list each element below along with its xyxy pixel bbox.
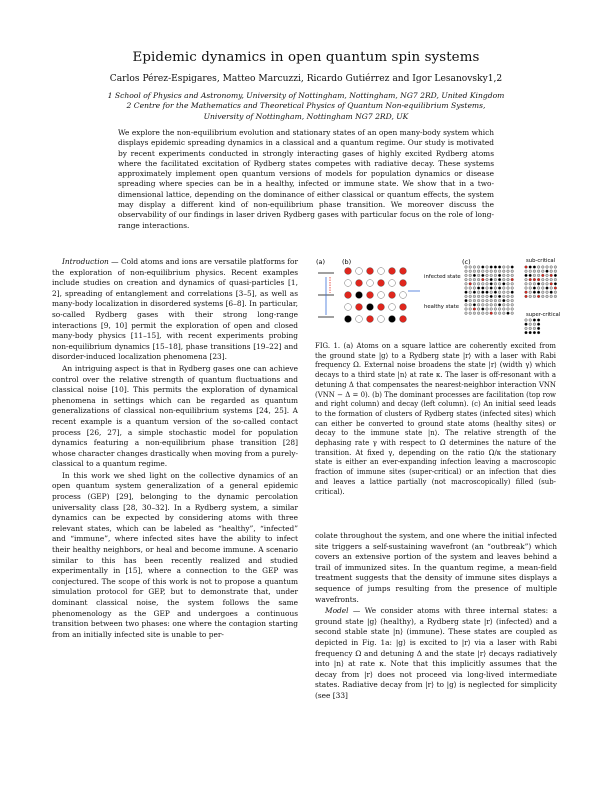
lattice-site — [378, 268, 385, 275]
lattice-site-sub-critical — [503, 270, 506, 273]
lattice-site-sub-critical — [498, 287, 501, 290]
lattice-site-sub-critical — [473, 295, 476, 298]
lattice-site-sub-critical — [533, 295, 536, 298]
lattice-site-super-critical — [525, 323, 528, 326]
lattice-site-sub-critical — [482, 278, 485, 281]
lattice-site-sub-critical — [490, 299, 493, 302]
lattice-site-sub-critical — [537, 287, 540, 290]
lattice-site-sub-critical — [503, 287, 506, 290]
lattice-site-sub-critical — [465, 278, 468, 281]
abstract: We explore the non-equilibrium evolution and stationary states of an open many-body system which displays epidemic spreading dynamics in a classical and a quantum regime. Our study is motivated by recent experiments conducted in strongly interacting gases of highly excited Rydberg atoms where the facilitated excitation of Rydberg states competes with radiative decay. These systems approximately implement open quantum versions of models for population dynamics or disease spreading where species can be in a healthy, infected or immune state. We show that in a two-dimensional lattice, depending on the dominance of either classical or quantum effects, the system may display a different kind of non-equilibrium phase transition. We moreover discuss the observability of our findings in laser driven Rydberg gases with particular focus on the role of long-range interactions. — [118, 128, 494, 230]
lattice-site-sub-critical — [494, 278, 497, 281]
lattice-site-sub-critical — [537, 270, 540, 273]
lattice-site-sub-critical — [533, 278, 536, 281]
lattice-site-sub-critical — [473, 304, 476, 307]
lattice-site-sub-critical — [554, 283, 557, 286]
lattice-site-sub-critical — [482, 287, 485, 290]
lattice-site-sub-critical — [550, 283, 553, 286]
lattice-site-sub-critical — [537, 278, 540, 281]
lattice-site-sub-critical — [486, 270, 489, 273]
lattice-site-sub-critical — [477, 295, 480, 298]
lattice-site-sub-critical — [473, 287, 476, 290]
lattice-site-sub-critical — [477, 274, 480, 277]
lattice-site — [356, 280, 363, 287]
lattice-site-sub-critical — [511, 291, 514, 294]
lattice-site-sub-critical — [507, 278, 510, 281]
lattice-site-super-critical — [537, 331, 540, 334]
lattice-site-sub-critical — [503, 295, 506, 298]
lattice-site-sub-critical — [554, 266, 557, 269]
lattice-site-super-critical — [529, 327, 532, 330]
lattice-site-sub-critical — [469, 278, 472, 281]
lattice-site-sub-critical — [469, 283, 472, 286]
lattice-site-sub-critical — [498, 270, 501, 273]
lattice-site-sub-critical — [529, 274, 532, 277]
lattice-site-sub-critical — [477, 312, 480, 315]
paper-title: Epidemic dynamics in open quantum spin systems — [132, 50, 480, 65]
lattice-site-sub-critical — [498, 278, 501, 281]
lattice-site-sub-critical — [507, 308, 510, 311]
lattice-site-sub-critical — [469, 295, 472, 298]
lattice-site-sub-critical — [498, 291, 501, 294]
lattice-site-sub-critical — [503, 312, 506, 315]
lattice-site-sub-critical — [490, 283, 493, 286]
lattice-site-sub-critical — [473, 274, 476, 277]
panel-label-a: (a) — [316, 258, 326, 266]
paragraph-model — [315, 606, 557, 701]
lattice-site-sub-critical — [486, 312, 489, 315]
lattice-site-sub-critical — [529, 287, 532, 290]
lattice-site — [400, 292, 407, 299]
lattice-site — [345, 292, 352, 299]
lattice-site-sub-critical — [511, 299, 514, 302]
left-column — [52, 257, 298, 640]
lattice-site-sub-critical — [533, 266, 536, 269]
lattice-site-sub-critical — [486, 278, 489, 281]
lattice-site-sub-critical — [511, 308, 514, 311]
lattice-site-sub-critical — [469, 266, 472, 269]
lattice-site-sub-critical — [498, 312, 501, 315]
lattice-site-sub-critical — [465, 291, 468, 294]
lattice-site-sub-critical — [554, 278, 557, 281]
paragraph-introduction — [52, 257, 298, 363]
lattice-site-sub-critical — [554, 291, 557, 294]
lattice-site-sub-critical — [486, 295, 489, 298]
lattice-site — [367, 280, 374, 287]
lattice-site-sub-critical — [473, 283, 476, 286]
lattice-site-sub-critical — [482, 299, 485, 302]
lattice-site-sub-critical — [503, 304, 506, 307]
lattice-site — [378, 316, 385, 323]
lattice-site-super-critical — [529, 331, 532, 334]
lattice-site-super-critical — [525, 327, 528, 330]
lattice-site-sub-critical — [542, 278, 545, 281]
lattice-site-sub-critical — [486, 287, 489, 290]
lattice-site-sub-critical — [507, 266, 510, 269]
lattice-site-sub-critical — [554, 270, 557, 273]
lattice-site-sub-critical — [546, 295, 549, 298]
lattice-site-sub-critical — [486, 304, 489, 307]
lattice-site-sub-critical — [486, 274, 489, 277]
lattice-site-sub-critical — [507, 304, 510, 307]
lattice-site — [400, 268, 407, 275]
lattice-site-sub-critical — [490, 266, 493, 269]
lattice-site-sub-critical — [503, 299, 506, 302]
annotation-sub-critical: sub-critical — [526, 258, 556, 264]
paragraph-text: An intriguing aspect is that in Rydberg gases one can achieve control over the relative strength of quantum fluctuations and classical noise [10]. This permits the exploration of dynamical phenomena in settings which can be regarded as quantum generalizations of classical non-equilibrium systems [24, 25]. A recent example is a quantum version of the so-called contact process [26, 27], a simple stochastic model for population dynamics featuring a non-equilibrium phase transition [28] whose character changes drastically when moving from a purely-classical to a quantum regime. — [52, 363, 298, 469]
lattice-site-sub-critical — [482, 291, 485, 294]
affiliation-1: 1 School of Physics and Astronomy, University of Nottingham, Nottingham, NG7 2RD, United Kingdom — [107, 91, 505, 100]
lattice-site-sub-critical — [465, 287, 468, 290]
lattice-site-sub-critical — [473, 308, 476, 311]
panel-label-c: (c) — [462, 258, 471, 266]
lattice-site-sub-critical — [525, 274, 528, 277]
lattice-site-super-critical — [537, 319, 540, 322]
lattice-site-sub-critical — [494, 274, 497, 277]
lattice-site-sub-critical — [507, 299, 510, 302]
annotation-super-critical: super-critical — [526, 312, 560, 318]
lattice-site — [356, 304, 363, 311]
paragraph — [52, 471, 298, 641]
lattice-site-sub-critical — [477, 266, 480, 269]
lattice-site — [367, 304, 374, 311]
lattice-site-sub-critical — [546, 270, 549, 273]
lattice-site — [345, 304, 352, 311]
lattice-site-sub-critical — [494, 291, 497, 294]
lattice-site-sub-critical — [537, 274, 540, 277]
lattice-site-sub-critical — [486, 299, 489, 302]
lattice-site-sub-critical — [469, 287, 472, 290]
lattice-site-sub-critical — [494, 304, 497, 307]
lattice-site-sub-critical — [469, 274, 472, 277]
lattice-site-sub-critical — [494, 283, 497, 286]
lattice-site-sub-critical — [469, 299, 472, 302]
lattice-site-sub-critical — [542, 270, 545, 273]
panel-label-b: (b) — [342, 258, 352, 266]
lattice-site-sub-critical — [494, 295, 497, 298]
lattice-site-sub-critical — [486, 266, 489, 269]
lattice-site-sub-critical — [550, 278, 553, 281]
lattice-site-sub-critical — [533, 274, 536, 277]
paragraph-text: We consider atoms with three internal states: a ground state |g⟩ (healthy), a Rydberg state |r⟩ (infected) and a second stable state |n⟩ (immune). These states are coupled as depicted in Fig. 1a: |g⟩ is excited to |r⟩ via a laser with Rabi frequency Ω and detuning Δ and the state |r⟩ decays radiatively into |n⟩ at rate κ. Note that this implicitly assumes that the decay from |r⟩ does not proceed via long-lived intermediate states. Radiative decay from |r⟩ to |g⟩ is neglected for simplicity (see [33] — [315, 606, 558, 700]
lattice-site-sub-critical — [537, 283, 540, 286]
lattice-site-sub-critical — [511, 304, 514, 307]
lattice-site — [400, 316, 407, 323]
lattice-grids — [465, 266, 557, 334]
lattice-site — [389, 280, 396, 287]
lattice-site-sub-critical — [465, 266, 468, 269]
figure-1 — [312, 253, 560, 335]
lattice-site-sub-critical — [529, 266, 532, 269]
lattice-site-sub-critical — [511, 287, 514, 290]
lattice-site-sub-critical — [498, 308, 501, 311]
lattice-site-sub-critical — [503, 291, 506, 294]
lattice-site-sub-critical — [465, 283, 468, 286]
lattice-site-sub-critical — [507, 287, 510, 290]
lattice-site-sub-critical — [533, 283, 536, 286]
lattice-site-sub-critical — [533, 287, 536, 290]
lattice-site-sub-critical — [546, 283, 549, 286]
lattice-site-super-critical — [537, 323, 540, 326]
lattice-site — [378, 280, 385, 287]
lattice-site-sub-critical — [503, 274, 506, 277]
author-list: Carlos Pérez-Espigares, Matteo Marcuzzi, Ricardo Gutiérrez and Igor Lesanovsky1,2 — [109, 74, 503, 84]
lattice-site-sub-critical — [525, 287, 528, 290]
lattice-site-sub-critical — [525, 291, 528, 294]
lattice-site-sub-critical — [490, 287, 493, 290]
lattice-site-sub-critical — [546, 274, 549, 277]
lattice-site-sub-critical — [542, 295, 545, 298]
lattice-site-sub-critical — [465, 299, 468, 302]
right-column — [315, 531, 557, 702]
lattice-site — [345, 280, 352, 287]
lattice-site-sub-critical — [465, 295, 468, 298]
lattice-site-sub-critical — [529, 270, 532, 273]
lattice-site-sub-critical — [498, 299, 501, 302]
lattice-site-sub-critical — [550, 295, 553, 298]
lattice-site-sub-critical — [482, 312, 485, 315]
lattice-site — [389, 304, 396, 311]
lattice-site-sub-critical — [482, 295, 485, 298]
lattice-site-sub-critical — [473, 291, 476, 294]
lattice-site-sub-critical — [465, 270, 468, 273]
lattice-site-sub-critical — [529, 283, 532, 286]
section-lead-introduction: Introduction — — [62, 257, 119, 266]
lattice-site-sub-critical — [550, 270, 553, 273]
lattice-site-sub-critical — [511, 266, 514, 269]
lattice-site-sub-critical — [473, 299, 476, 302]
lattice-site-sub-critical — [494, 312, 497, 315]
lattice-site-sub-critical — [511, 295, 514, 298]
lattice-site-sub-critical — [465, 308, 468, 311]
lattice-site-sub-critical — [550, 274, 553, 277]
lattice-site-sub-critical — [511, 270, 514, 273]
lattice-site-sub-critical — [482, 270, 485, 273]
lattice-site-super-critical — [529, 323, 532, 326]
lattice-site-sub-critical — [554, 295, 557, 298]
lattice-site — [389, 292, 396, 299]
paragraph — [52, 364, 298, 470]
lattice-site-sub-critical — [529, 295, 532, 298]
lattice-site-sub-critical — [525, 283, 528, 286]
paragraph-continued — [315, 531, 557, 605]
lattice-site — [345, 316, 352, 323]
lattice-site-super-critical — [533, 319, 536, 322]
lattice-site-sub-critical — [477, 287, 480, 290]
lattice-site-super-critical — [533, 323, 536, 326]
lattice-site-sub-critical — [473, 312, 476, 315]
lattice-site-sub-critical — [494, 287, 497, 290]
affiliations — [70, 91, 542, 122]
lattice-site-super-critical — [525, 331, 528, 334]
lattice-site-sub-critical — [511, 274, 514, 277]
lattice-site-sub-critical — [477, 270, 480, 273]
lattice-site-sub-critical — [486, 291, 489, 294]
lattice-site-sub-critical — [511, 278, 514, 281]
lattice-site-sub-critical — [498, 304, 501, 307]
lattice-site — [378, 292, 385, 299]
lattice-site-sub-critical — [477, 291, 480, 294]
lattice-site-sub-critical — [550, 287, 553, 290]
lattice-site-sub-critical — [465, 304, 468, 307]
lattice-site-sub-critical — [494, 270, 497, 273]
lattice-site-sub-critical — [542, 287, 545, 290]
figure-1-graphic — [312, 253, 560, 335]
lattice-site-sub-critical — [507, 283, 510, 286]
lattice-site-sub-critical — [490, 308, 493, 311]
lattice-site-sub-critical — [542, 283, 545, 286]
lattice-site-sub-critical — [482, 304, 485, 307]
lattice-site-sub-critical — [490, 304, 493, 307]
lattice-site-sub-critical — [507, 312, 510, 315]
annotation-infected-state: infected state — [424, 274, 461, 280]
process-grid — [345, 268, 420, 323]
lattice-site-sub-critical — [490, 291, 493, 294]
lattice-site-sub-critical — [525, 266, 528, 269]
lattice-site-sub-critical — [473, 278, 476, 281]
lattice-site-sub-critical — [469, 312, 472, 315]
lattice-site — [400, 280, 407, 287]
lattice-site-sub-critical — [537, 266, 540, 269]
lattice-site-sub-critical — [490, 274, 493, 277]
lattice-site-sub-critical — [507, 270, 510, 273]
lattice-site — [367, 292, 374, 299]
annotation-healthy-state: healthy state — [424, 304, 460, 310]
lattice-site-sub-critical — [550, 291, 553, 294]
lattice-site-sub-critical — [465, 312, 468, 315]
lattice-site-sub-critical — [511, 283, 514, 286]
paragraph-text: In this work we shed light on the collective dynamics of an open quantum system generalization of a general epidemic process (GEP) [29], belonging to the dynamic percolation universality class [28, 30–32]. In a Rydberg system, a similar dynamics can be expected by considering atoms with three relevant states, which can be labeled as “healthy”, “infected” and “immune”, where infected sites have the ability to infect their healthy neighbors, or heal and become immune. A scenario similar to this has been recently realized and studied experimentally in [15], where a connection to the GEP was conjectured. The scope of this work is not to propose a quantum simulation protocol for GEP, but to demonstrate that, under dominant classical noise, the system follows the same phenomenology as the GEP and undergoes a continuous transition between two phases: one where the contagion starting from an initially infected site is unable to per- — [52, 470, 298, 639]
lattice-site-sub-critical — [473, 270, 476, 273]
lattice-site-sub-critical — [482, 308, 485, 311]
lattice-site-sub-critical — [525, 295, 528, 298]
lattice-site-sub-critical — [494, 299, 497, 302]
lattice-site — [400, 304, 407, 311]
lattice-site-super-critical — [537, 327, 540, 330]
lattice-site-sub-critical — [533, 291, 536, 294]
paragraph-text: Cold atoms and ions are versatile platforms for the exploration of non-equilibrium physics. Recent examples include studies on creation and dynamics of quasi-particles [1, 2], spreading of entanglement and correlations [3–5], as well as many-body localization in disordered systems [6–8]. In particular, so-called Rydberg gases with their strong long-range interactions [9, 10] permit the exploration of open and closed many-body physics [11–15], with recent experiments probing non-equilibrium dynamics [15–18], phase transitions [19–22] and disorder-induced localization phenomena [23]. — [52, 257, 299, 362]
section-lead-model: Model — — [325, 606, 361, 616]
lattice-site-sub-critical — [498, 295, 501, 298]
lattice-site-sub-critical — [473, 266, 476, 269]
lattice-site — [356, 268, 363, 275]
lattice-site — [356, 316, 363, 323]
lattice-site-sub-critical — [469, 304, 472, 307]
lattice-site-sub-critical — [490, 278, 493, 281]
lattice-site-sub-critical — [482, 274, 485, 277]
lattice-site — [356, 292, 363, 299]
lattice-site-sub-critical — [525, 270, 528, 273]
lattice-site-sub-critical — [498, 274, 501, 277]
lattice-site-super-critical — [525, 319, 528, 322]
lattice-site-sub-critical — [529, 278, 532, 281]
lattice-site-sub-critical — [465, 274, 468, 277]
lattice-site-sub-critical — [469, 291, 472, 294]
lattice-site-super-critical — [529, 319, 532, 322]
lattice-site-sub-critical — [469, 270, 472, 273]
lattice-site-sub-critical — [546, 287, 549, 290]
lattice-site-sub-critical — [507, 274, 510, 277]
lattice-site-sub-critical — [498, 283, 501, 286]
energy-level-diagram — [318, 273, 334, 317]
lattice-site-sub-critical — [490, 312, 493, 315]
lattice-site-sub-critical — [477, 299, 480, 302]
lattice-site-sub-critical — [529, 291, 532, 294]
lattice-site-sub-critical — [477, 308, 480, 311]
lattice-site-sub-critical — [498, 266, 501, 269]
lattice-site-sub-critical — [494, 266, 497, 269]
lattice-site-sub-critical — [533, 270, 536, 273]
lattice-site-sub-critical — [486, 283, 489, 286]
lattice-site-sub-critical — [542, 274, 545, 277]
figure-1-caption: FIG. 1. (a) Atoms on a square lattice are coherently excited from the ground state |g⟩ to a Rydberg state |r⟩ with a laser with Rabi frequency Ω. External noise broadens the state |r⟩ (width γ) which decays to a third state |n⟩ at rate κ. The laser is off-resonant with a detuning Δ that compensates the nearest-neighbor interaction VNN (VNN − Δ = 0). (b) The dominant processes are facilitation (top row and right column) and decay (left column). (c) An initial seed leads to the formation of clusters of Rydberg states (infected sites) which can either be converted to ground state atoms (healthy sites) or decay to the immune state |n⟩. The relative strength of the dephasing rate γ with respect to Ω determines the nature of the transition. At fixed γ, depending on the ratio Ω/κ the stationary state is either an ever-expanding infection leaving a macroscopic fraction of immune sites (super-critical) or an infection that dies and leaves a lattice partially (not macroscopically) filled (sub-critical). — [315, 342, 556, 496]
lattice-site — [367, 268, 374, 275]
lattice-site-sub-critical — [477, 283, 480, 286]
affiliation-2-cont: University of Nottingham, Nottingham NG7 2RD, UK — [203, 111, 409, 121]
lattice-site — [389, 316, 396, 323]
lattice-site-sub-critical — [503, 278, 506, 281]
lattice-site-sub-critical — [482, 283, 485, 286]
lattice-site-sub-critical — [482, 266, 485, 269]
lattice-site-sub-critical — [490, 295, 493, 298]
lattice-site-sub-critical — [554, 287, 557, 290]
lattice-site-sub-critical — [503, 266, 506, 269]
lattice-site-super-critical — [533, 327, 536, 330]
lattice-site-sub-critical — [486, 308, 489, 311]
lattice-site-sub-critical — [542, 266, 545, 269]
lattice-site-sub-critical — [546, 291, 549, 294]
lattice-site-sub-critical — [546, 278, 549, 281]
lattice-site-sub-critical — [503, 308, 506, 311]
affiliation-2: 2 Centre for the Mathematics and Theoretical Physics of Quantum Non-equilibrium Systems, — [126, 101, 486, 111]
lattice-site-sub-critical — [469, 308, 472, 311]
lattice-site-sub-critical — [507, 295, 510, 298]
lattice-site — [378, 304, 385, 311]
paragraph-text: colate throughout the system, and one where the initial infected site triggers a self-sustaining wavefront (an “outbreak”) which covers an extensive portion of the system and leaves behind a trail of immunized sites. In the quantum regime, a mean-field treatment suggests that the density of immune sites displays a sequence of jumps resulting from the presence of multiple wavefronts. — [315, 531, 557, 604]
lattice-site-sub-critical — [525, 278, 528, 281]
lattice-site — [367, 316, 374, 323]
lattice-site-sub-critical — [490, 270, 493, 273]
lattice-site-sub-critical — [477, 304, 480, 307]
lattice-site-sub-critical — [503, 283, 506, 286]
lattice-site — [345, 268, 352, 275]
lattice-site-sub-critical — [507, 291, 510, 294]
lattice-site-sub-critical — [494, 308, 497, 311]
lattice-site-sub-critical — [477, 278, 480, 281]
lattice-site-sub-critical — [511, 312, 514, 315]
lattice-site-super-critical — [533, 331, 536, 334]
lattice-site-sub-critical — [546, 266, 549, 269]
lattice-site-sub-critical — [542, 291, 545, 294]
lattice-site-sub-critical — [550, 266, 553, 269]
lattice-site-sub-critical — [554, 274, 557, 277]
lattice-site-sub-critical — [537, 295, 540, 298]
lattice-site-sub-critical — [537, 291, 540, 294]
lattice-site — [389, 268, 396, 275]
